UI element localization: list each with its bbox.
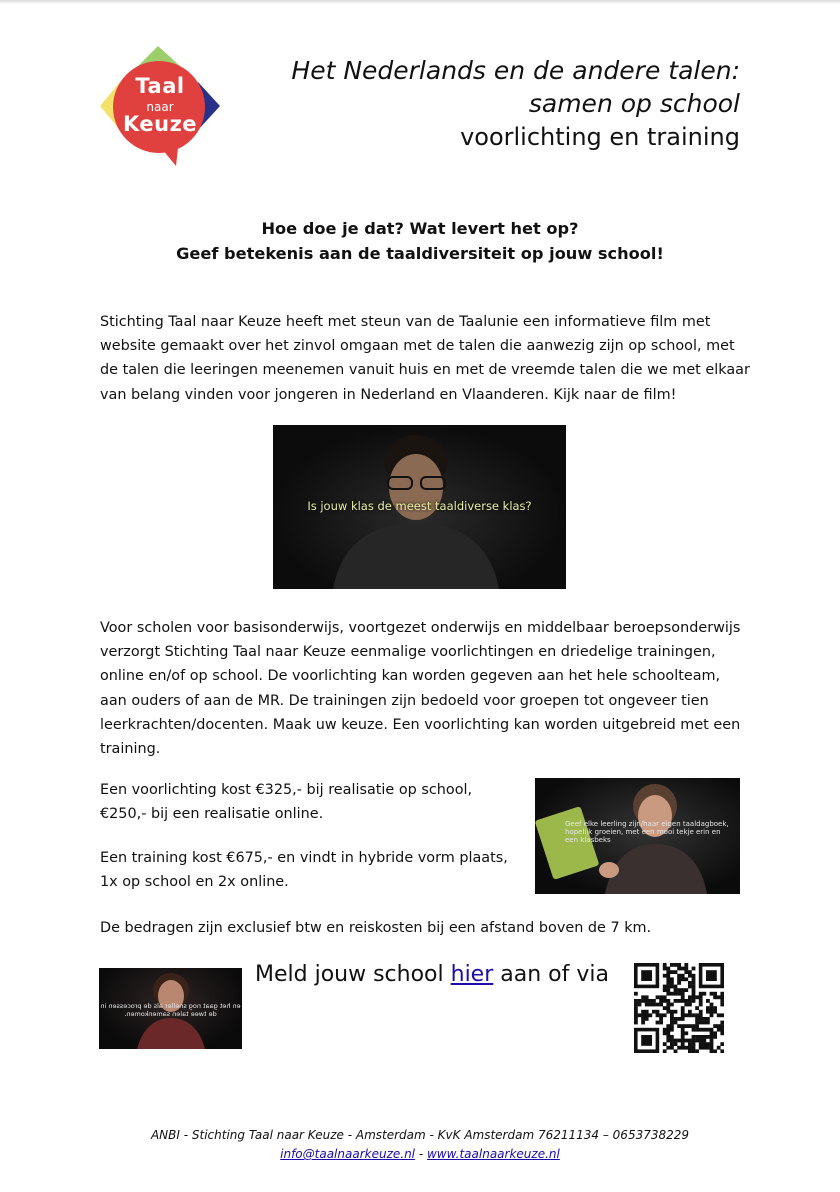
intro-line1: Hoe doe je dat? Wat levert het op?: [261, 219, 579, 238]
taal-naar-keuze-logo: [98, 44, 222, 168]
signup-link[interactable]: hier: [450, 962, 494, 987]
video-thumbnail-taaldagboek[interactable]: [535, 778, 740, 894]
header-title-line2: samen op school: [528, 89, 740, 118]
intro-line2: Geef betekenis aan de taaldiversiteit op jouw school!: [176, 244, 664, 263]
footer-contact: [0, 1145, 840, 1164]
logo-text-keuze: Keuze: [122, 112, 198, 136]
document-header: [291, 54, 740, 154]
signup-line: [255, 962, 609, 987]
footer-organisation: ANBI - Stichting Taal naar Keuze - Amsterdam - KvK Amsterdam 76211134 – 0653738229: [150, 1128, 690, 1142]
paragraph-prijs-voorlichting: Een voorlichting kost €325,- bij realisatie op school, €250,- bij een realisatie online.: [100, 782, 473, 823]
top-edge: [0, 0, 840, 4]
paragraph-aanbod: Voor scholen voor basisonderwijs, voortgezet onderwijs en middelbaar beroepsonderwijs verzorgt Stichting Taal naar Keuze eenmalige voorlichtingen en driedelige trainingen, online en/of op school. De voorlichting kan worden gegeven aan het hele schoolteam, aan ouders of aan de MR. De trainingen zijn bedoeld voor groepen tot ongeveer tien leerkrachten/docenten. Maak uw keuze. Een voorlichting kan worden uitgebreid met een training.: [100, 620, 741, 758]
signup-text-before: Meld jouw school: [255, 962, 451, 987]
paragraph-exclusief-btw: De bedragen zijn exclusief btw en reiskosten bij een afstand boven de 7 km.: [100, 920, 652, 936]
video-thumbnail-processen[interactable]: [99, 968, 242, 1049]
footer-separator: -: [415, 1147, 427, 1161]
footer: [0, 1126, 840, 1164]
paragraph-prijs-training: Een training kost €675,- en vindt in hybride vorm plaats, 1x op school en 2x online.: [100, 850, 508, 891]
signup-text-after: aan of via: [493, 962, 609, 987]
video-caption: Geef elke leerling zijn/haar eigen taaldagboek, hopelijk groeien, met een mooi tekje erin en een klasbeks: [565, 820, 729, 844]
header-subtitle: voorlichting en training: [460, 123, 740, 151]
intro-heading: [100, 216, 740, 266]
logo-text-naar: naar: [146, 100, 174, 114]
qr-code-icon[interactable]: [634, 963, 724, 1053]
video-thumbnail-film[interactable]: [273, 425, 566, 589]
video-caption: en het gaat nog sneller als de processen in de twee talen samenkomen.: [100, 1002, 241, 1018]
paragraph-film: Stichting Taal naar Keuze heeft met steun van de Taalunie een informatieve film met website gemaakt over het zinvol omgaan met de talen die aanwezig zijn op school, met de talen die leeringen meenemen vanuit huis en met de vreemde talen die we met elkaar van belang vinden voor jongeren in Nederland en Vlaanderen. Kijk naar de film!: [100, 314, 750, 403]
header-title-line1: Het Nederlands en de andere talen:: [291, 56, 740, 85]
footer-website-link[interactable]: www.taalnaarkeuze.nl: [426, 1147, 560, 1161]
video-caption: Is jouw klas de meest taaldiverse klas?: [307, 499, 532, 513]
footer-email-link[interactable]: info@taalnaarkeuze.nl: [280, 1147, 416, 1161]
logo-text-taal: Taal: [135, 74, 185, 98]
